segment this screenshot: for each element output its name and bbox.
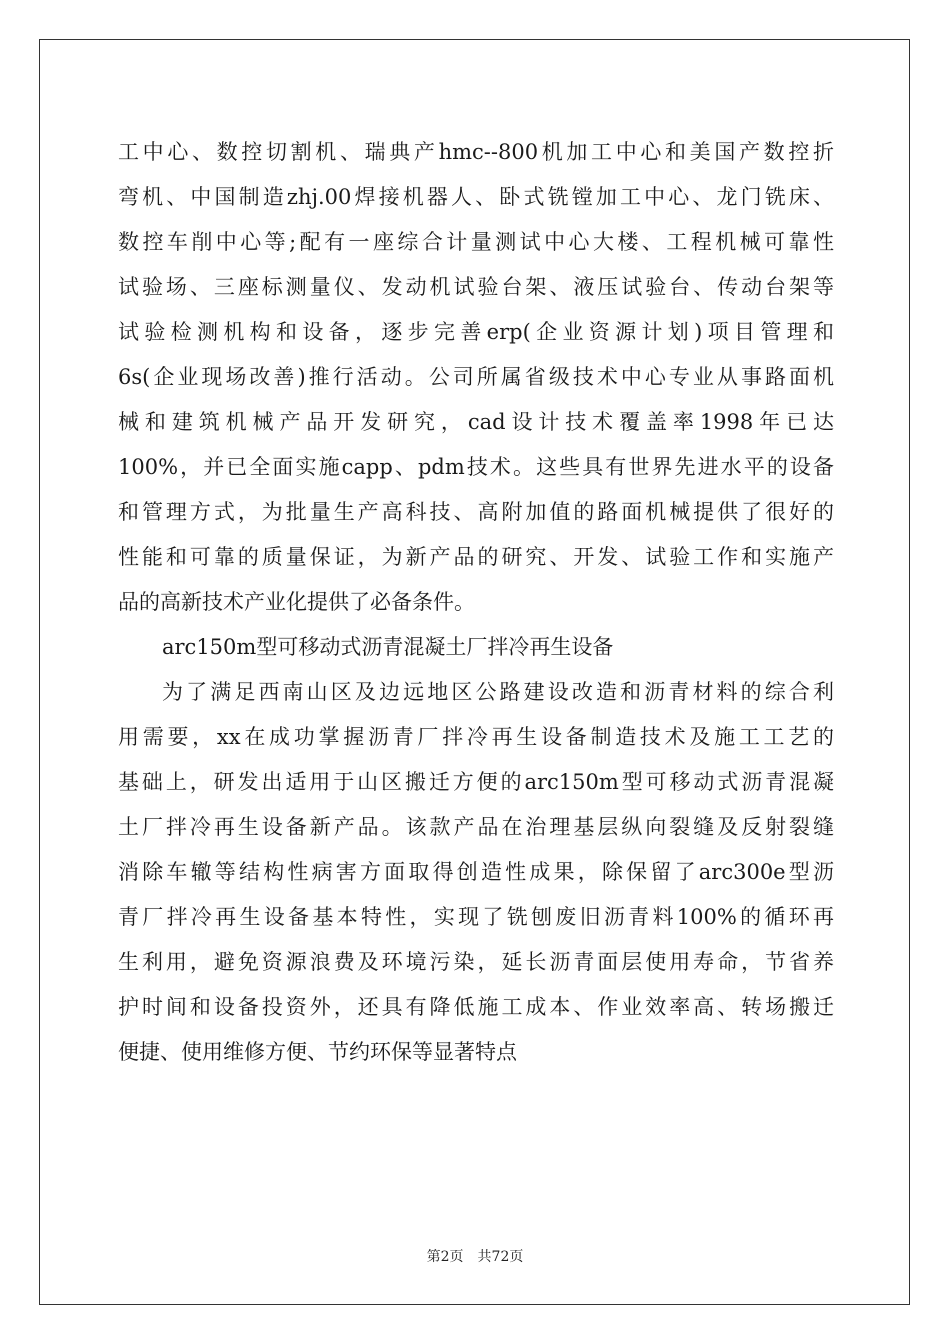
text-line: 数控车削中心等;配有一座综合计量测试中心大楼、工程机械可靠性 bbox=[118, 230, 834, 254]
text-line: 为了满足西南山区及边远地区公路建设改造和沥青材料的综合利 bbox=[162, 680, 834, 704]
page-total: 共72页 bbox=[477, 1249, 524, 1265]
text-line: 基础上，研发出适用于山区搬迁方便的arc150m型可移动式沥青混凝 bbox=[118, 770, 834, 794]
paragraph-1 bbox=[118, 130, 834, 625]
text-line: 生利用，避免资源浪费及环境污染，延长沥青面层使用寿命，节省养 bbox=[118, 950, 834, 974]
text-line: 6s(企业现场改善)推行活动。公司所属省级技术中心专业从事路面机 bbox=[118, 365, 834, 389]
text-line: 用需要，xx在成功掌握沥青厂拌冷再生设备制造技术及施工工艺的 bbox=[118, 725, 834, 749]
text-line: 品的高新技术产业化提供了必备条件。 bbox=[118, 590, 475, 614]
text-line: 青厂拌冷再生设备基本特性，实现了铣刨废旧沥青料100%的循环再 bbox=[118, 905, 834, 929]
text-line: 性能和可靠的质量保证，为新产品的研究、开发、试验工作和实施产 bbox=[118, 545, 834, 569]
text-line: 工中心、数控切割机、瑞典产hmc--800机加工中心和美国产数控折 bbox=[118, 140, 834, 164]
text-line: 弯机、中国制造zhj.00焊接机器人、卧式铣镗加工中心、龙门铣床、 bbox=[118, 185, 834, 209]
page-footer bbox=[0, 1246, 950, 1266]
text-line: 试验检测机构和设备，逐步完善erp(企业资源计划)项目管理和 bbox=[118, 320, 834, 344]
text-line: 土厂拌冷再生设备新产品。该款产品在治理基层纵向裂缝及反射裂缝 bbox=[118, 815, 834, 839]
text-line: 试验场、三座标测量仪、发动机试验台架、液压试验台、传动台架等 bbox=[118, 275, 834, 299]
text-line: 消除车辙等结构性病害方面取得创造性成果，除保留了arc300e型沥 bbox=[118, 860, 834, 884]
text-line: 便捷、使用维修方便、节约环保等显著特点 bbox=[118, 1040, 517, 1064]
section-heading: arc150m型可移动式沥青混凝土厂拌冷再生设备 bbox=[162, 635, 614, 659]
text-line: 械和建筑机械产品开发研究，cad设计技术覆盖率1998年已达 bbox=[118, 410, 834, 434]
page-number: 第2页 bbox=[426, 1249, 464, 1265]
text-line: 护时间和设备投资外，还具有降低施工成本、作业效率高、转场搬迁 bbox=[118, 995, 834, 1019]
paragraph-2 bbox=[118, 670, 834, 1075]
text-line: 和管理方式，为批量生产高科技、高附加值的路面机械提供了很好的 bbox=[118, 500, 834, 524]
document-body bbox=[118, 130, 834, 1075]
text-line: 100%，并已全面实施capp、pdm技术。这些具有世界先进水平的设备 bbox=[118, 455, 834, 479]
